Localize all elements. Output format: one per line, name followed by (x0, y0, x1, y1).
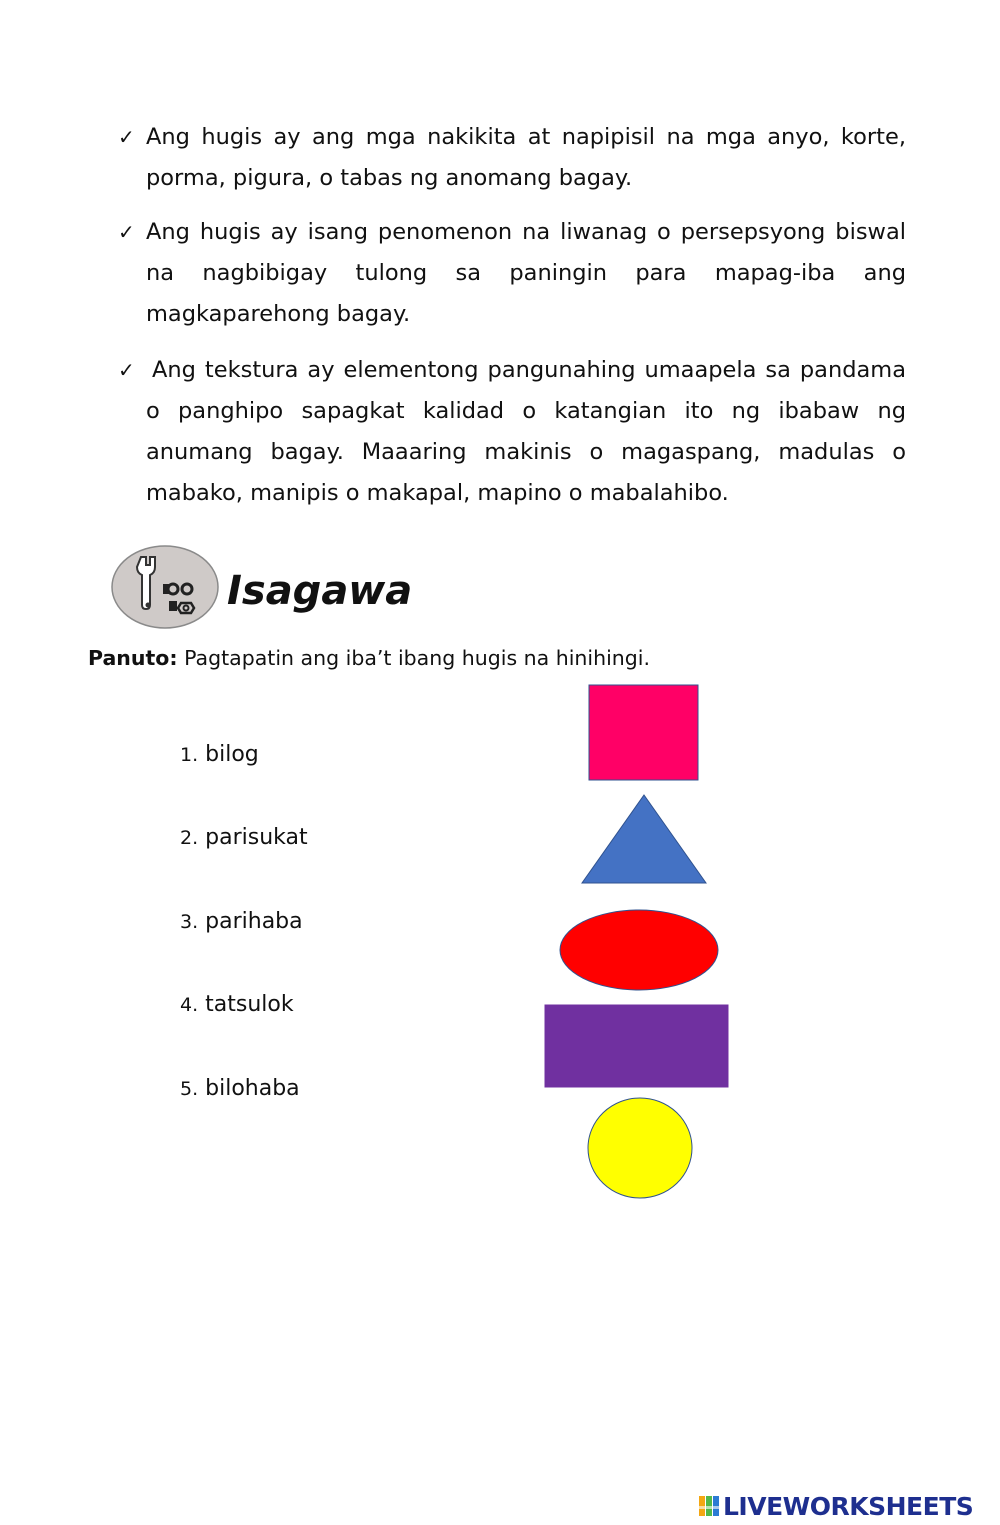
list-item (180, 823, 308, 853)
item-number: 3. (180, 911, 199, 933)
item-word: bilohaba (205, 1076, 300, 1101)
instructions-label: Panuto: (88, 646, 178, 670)
watermark-text: LIVEWORKSHEETS (723, 1491, 974, 1521)
item-number: 1. (180, 744, 199, 766)
bullet-text: Ang hugis ay isang penomenon na liwanag o persepsyong biswal na nagbibigay tulong sa paningin para mapag-iba ang magkaparehong bagay. (146, 219, 906, 327)
oval-shape[interactable] (560, 910, 718, 990)
triangle-shape[interactable] (582, 795, 706, 883)
rectangle-shape[interactable] (545, 1005, 728, 1087)
tools-icon (111, 545, 219, 629)
bullet-item-3 (118, 350, 906, 514)
section-title: Isagawa (227, 568, 413, 614)
list-item (180, 740, 259, 770)
bullet-item-2 (118, 212, 906, 335)
square-shape[interactable] (589, 685, 698, 780)
list-item (180, 990, 294, 1020)
item-word: parihaba (205, 909, 303, 934)
check-icon: ✓ (118, 125, 135, 149)
item-word: parisukat (205, 825, 308, 850)
item-number: 4. (180, 994, 199, 1016)
instructions-text: Pagtapatin ang iba’t ibang hugis na hinihingi. (184, 646, 651, 670)
instructions (88, 643, 650, 673)
bullet-item-1 (118, 117, 906, 199)
watermark (698, 1487, 973, 1525)
list-item (180, 1074, 300, 1104)
item-word: tatsulok (205, 992, 294, 1017)
circle-shape[interactable] (588, 1098, 692, 1198)
bullet-text: Ang hugis ay ang mga nakikita at napipisil na mga anyo, korte, porma, pigura, o tabas ng anomang bagay. (146, 124, 906, 191)
bullet-text: Ang tekstura ay elementong pangunahing umaapela sa pandama o panghipo sapagkat kalidad o katangian ito ng ibabaw ng anumang bagay. Maaaring makinis o magaspang, madulas o mabako, manipis o makapal, mapino o mabalahibo. (146, 357, 906, 506)
list-item (180, 907, 303, 937)
check-icon: ✓ (118, 358, 135, 382)
item-word: bilog (205, 742, 259, 767)
item-number: 2. (180, 827, 199, 849)
item-number: 5. (180, 1078, 199, 1100)
liveworksheets-logo-icon (698, 1494, 720, 1518)
check-icon: ✓ (118, 220, 135, 244)
